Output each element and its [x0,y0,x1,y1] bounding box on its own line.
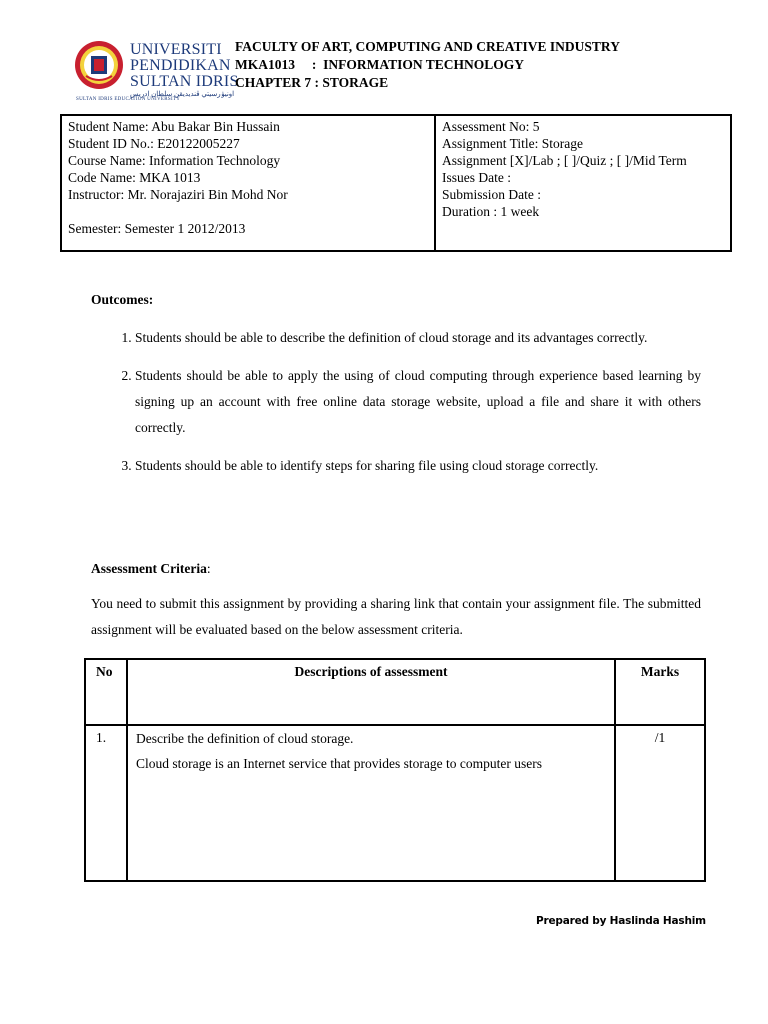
assessment-table [84,658,706,882]
assessment-criteria-text: You need to submit this assignment by providing a sharing link that contain your assignment file. The submitted assignment will be evaluated based on the below assessment criteria. [91,596,701,637]
column-header-description: Descriptions of assessment [127,659,615,725]
assessment-criteria-colon: : [206,561,211,576]
course-title: MKA1013 : INFORMATION TECHNOLOGY [235,57,525,72]
column-header-marks: Marks [615,659,705,725]
outcome-item: 1. Students should be able to describe the definition of cloud storage and its advantages correctly. [135,325,701,351]
semester: Semester: Semester 1 2012/2013 [68,221,246,236]
student-name: Student Name: Abu Bakar Bin Hussain [68,119,280,134]
student-info-table [60,114,732,252]
faculty-title: FACULTY OF ART, COMPUTING AND CREATIVE INDUSTRY [235,39,620,54]
university-jawi-name: اونيۏرسيتي ڤنديديقن سلطان ادريس [130,90,235,98]
row-number: 1. [85,725,127,881]
assessment-question: Describe the definition of cloud storage. [136,731,354,746]
university-tagline: SULTAN IDRIS EDUCATION UNIVERSITY [76,97,181,102]
issues-date: Issues Date : [442,170,511,185]
university-seal-icon [74,40,124,90]
course-name: Course Name: Information Technology [68,153,281,168]
assignment-type: Assignment [X]/Lab ; [ ]/Quiz ; [ ]/Mid Term [442,153,687,168]
assessment-criteria-label: Assessment Criteria [91,561,207,576]
outcome-item: 2. Students should be able to apply the using of cloud computing through experience based learning by signing up an account with free online data storage website, upload a file and share it with others correctly. [135,363,701,441]
code-name: Code Name: MKA 1013 [68,170,201,185]
student-id: Student ID No.: E20122005227 [68,136,240,151]
chapter-title: CHAPTER 7 : STORAGE [235,75,389,90]
assessment-title: Assignment Title: Storage [442,136,584,151]
student-info-cell [61,115,435,251]
university-logo [70,34,239,104]
outcomes-heading: Outcomes: [91,292,154,307]
column-header-no: No [85,659,127,725]
assessment-info-cell [435,115,731,251]
prepared-by: Prepared by Haslinda Hashim [536,915,706,927]
assessment-answer: Cloud storage is an Internet service that provides storage to computer users [136,756,543,771]
outcomes-list [90,325,701,491]
university-name-line-3: SULTAN IDRIS [130,73,239,90]
document-header [235,38,620,92]
university-name-line-1: UNIVERSITI [130,41,222,58]
university-name-line-2: PENDIDIKAN [130,57,231,74]
table-header-row [85,659,705,725]
outcome-item: 3. Students should be able to identify steps for sharing file using cloud storage correctly. [135,453,701,479]
table-row [85,725,705,881]
instructor: Instructor: Mr. Norajaziri Bin Mohd Nor [68,187,288,202]
assessment-criteria-heading [91,561,211,577]
row-marks: /1 [615,725,705,881]
submission-date: Submission Date : [442,187,542,202]
duration: Duration : 1 week [442,204,540,219]
university-name [130,42,239,90]
assessment-no: Assessment No: 5 [442,119,540,134]
row-description [127,725,615,881]
